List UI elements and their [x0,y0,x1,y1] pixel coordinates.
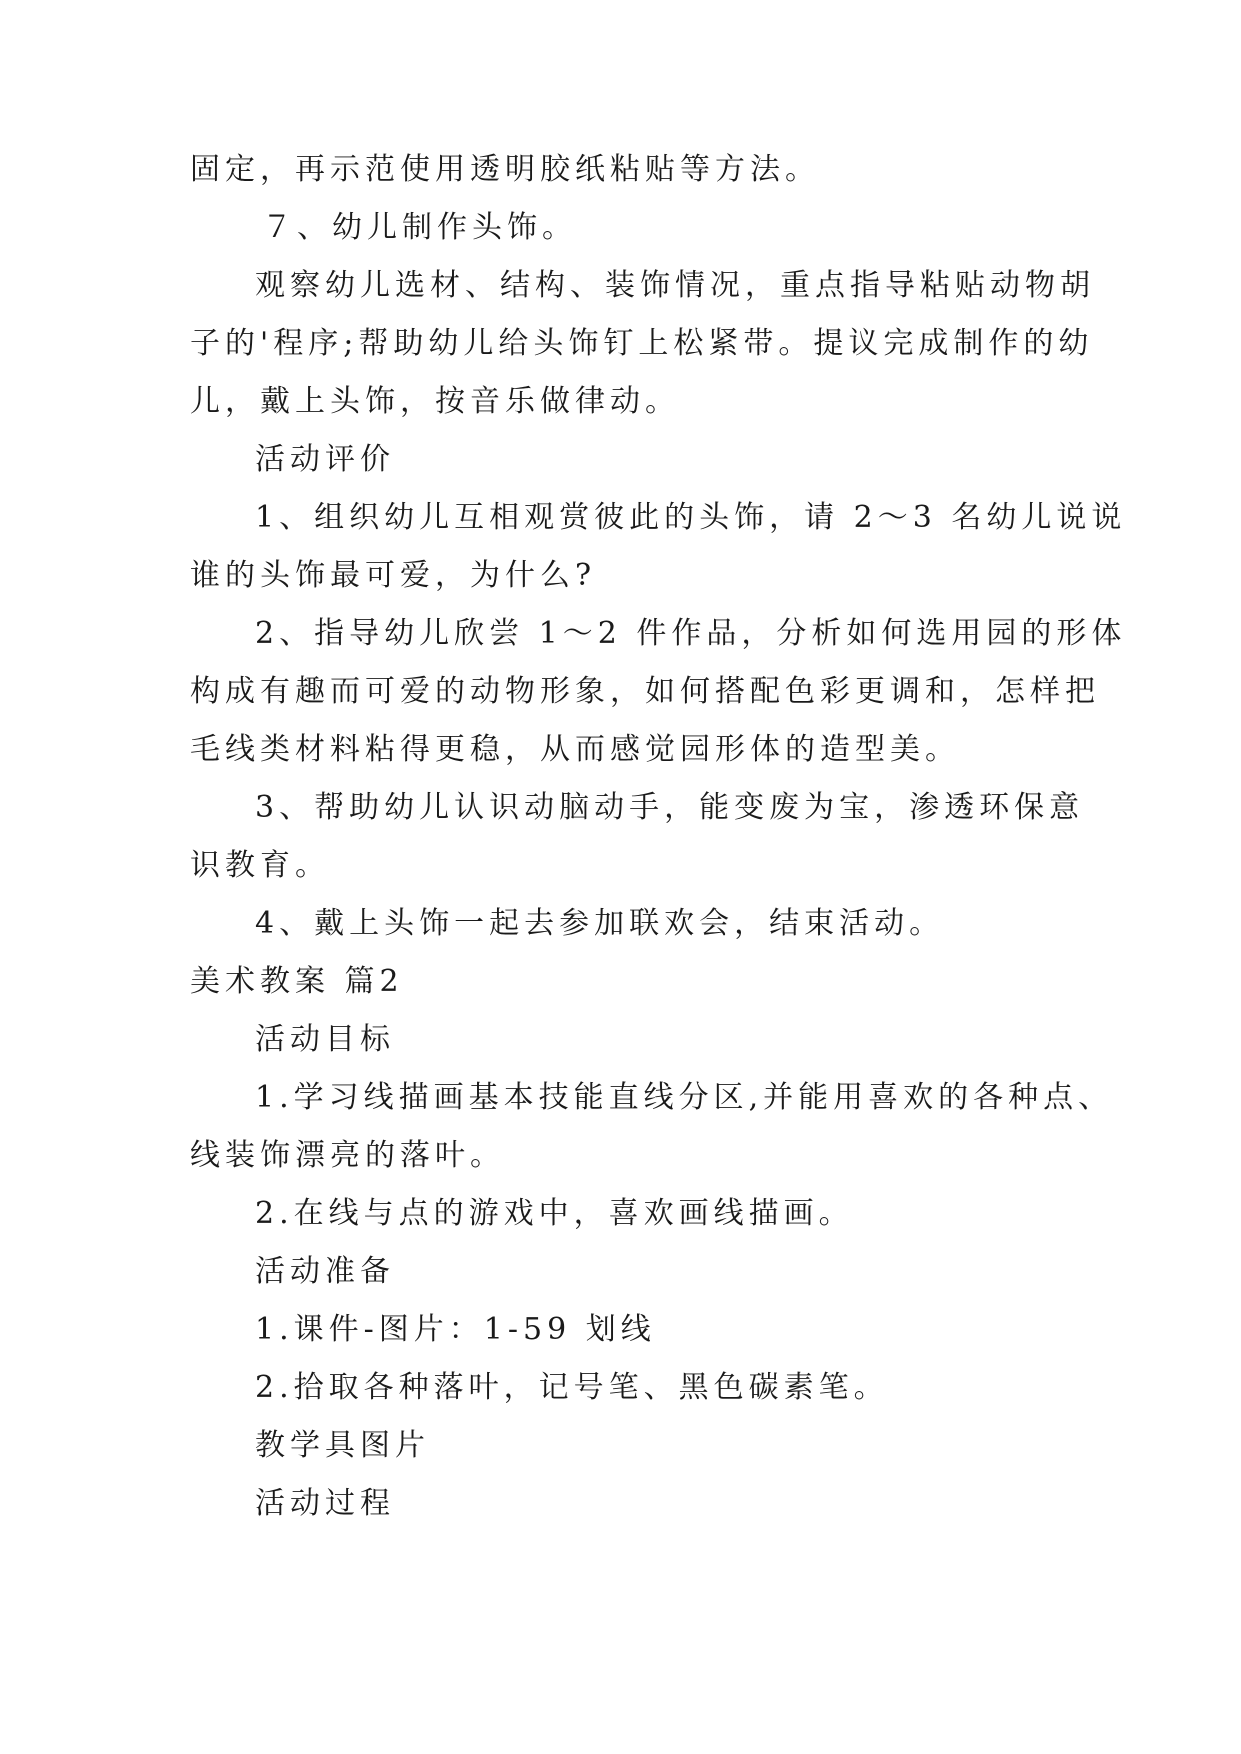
paragraph-line: 观察幼儿选材、结构、装饰情况，重点指导粘贴动物胡 [255,268,1095,303]
paragraph-line: 1.课件-图片：1-59 划线 [255,1312,656,1347]
section-heading-goals: 活动目标 [255,1022,395,1057]
paragraph-line: 线装饰漂亮的落叶。 [190,1138,505,1173]
step-7-heading: ７、幼儿制作头饰。 [262,210,577,245]
paragraph-line: 1、组织幼儿互相观赏彼此的头饰，请 2～3 名幼儿说说 [255,500,1127,535]
paragraph-line: 1.学习线描画基本技能直线分区,并能用喜欢的各种点、 [255,1080,1114,1115]
paragraph-line: 谁的头饰最可爱，为什么? [190,558,597,593]
section-heading-materials: 教学具图片 [255,1428,430,1463]
paragraph-line: 2.在线与点的游戏中，喜欢画线描画。 [255,1196,854,1231]
paragraph-line: 构成有趣而可爱的动物形象，如何搭配色彩更调和，怎样把 [190,674,1100,709]
paragraph-line: 毛线类材料粘得更稳，从而感觉园形体的造型美。 [190,732,960,767]
paragraph-line: 儿，戴上头饰，按音乐做律动。 [190,384,680,419]
paragraph-line: 2.拾取各种落叶，记号笔、黑色碳素笔。 [255,1370,889,1405]
paragraph-line: 子的'程序;帮助幼儿给头饰钉上松紧带。提议完成制作的幼 [190,326,1094,361]
paragraph-line: 固定，再示范使用透明胶纸粘贴等方法。 [190,152,820,187]
paragraph-line: 4、戴上头饰一起去参加联欢会，结束活动。 [255,906,945,941]
lesson-plan-title: 美术教案 篇2 [190,964,404,999]
section-heading-evaluation: 活动评价 [255,442,395,477]
paragraph-line: 2、指导幼儿欣尝 1～2 件作品，分析如何选用园的形体 [255,616,1127,651]
section-heading-process: 活动过程 [255,1486,395,1521]
section-heading-preparation: 活动准备 [255,1254,395,1289]
paragraph-line: 识教育。 [190,848,330,883]
paragraph-line: 3、帮助幼儿认识动脑动手，能变废为宝，渗透环保意 [255,790,1085,825]
